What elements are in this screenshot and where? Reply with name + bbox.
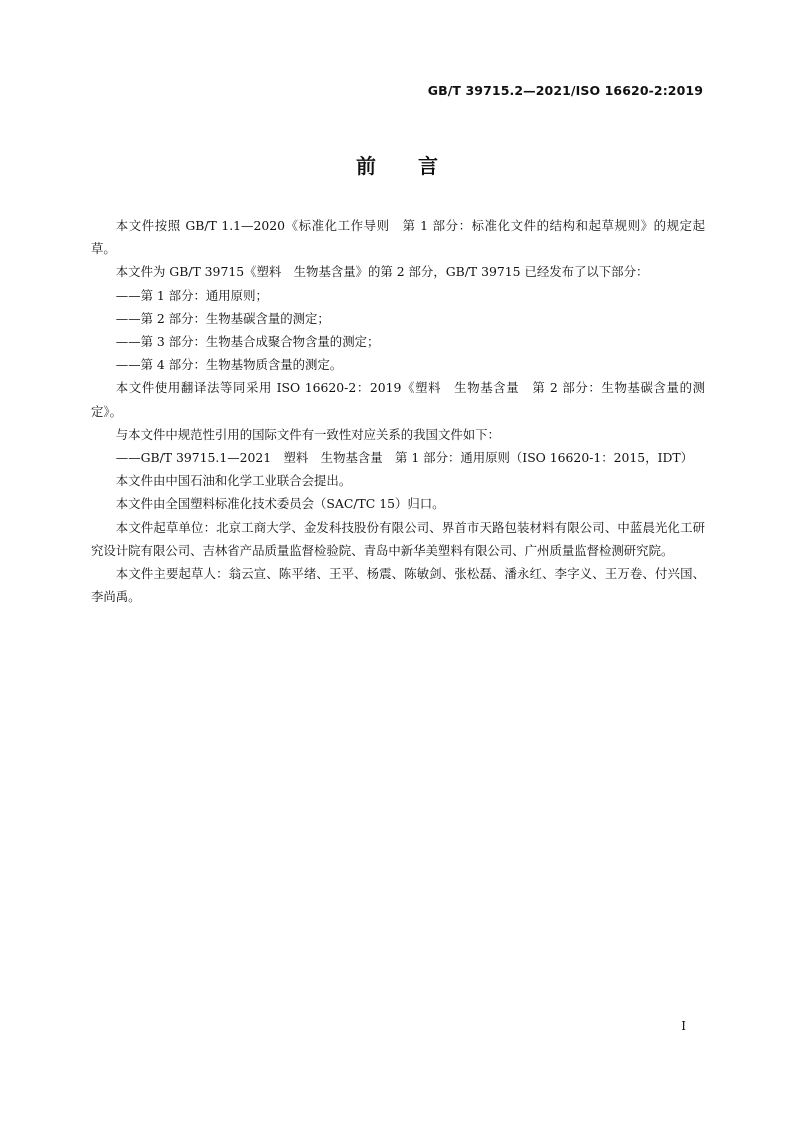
- page-number: I: [681, 1019, 686, 1033]
- paragraph-corresponding-docs: 与本文件中规范性引用的国际文件有一致性对应关系的我国文件如下：: [115, 426, 500, 442]
- standard-code-header: GB/T 39715.2—2021/ISO 16620-2:2019: [427, 83, 703, 98]
- paragraph-under-jurisdiction: 本文件由全国塑料标准化技术委员会（SAC/TC 15）归口。: [115, 496, 445, 512]
- list-item-part-3: ——第 3 部分：生物基合成聚合物含量的测定；: [115, 334, 380, 350]
- list-item-part-1: ——第 1 部分：通用原则；: [115, 287, 268, 303]
- list-item-corresponding-doc: ——GB/T 39715.1—2021 塑料 生物基含量 第 1 部分：通用原则（ISO 16620-1：2015，IDT）: [115, 450, 694, 466]
- paragraph-series-intro: 本文件为 GB/T 39715《塑料 生物基含量》的第 2 部分，GB/T 39715 已经发布了以下部分：: [115, 264, 649, 280]
- paragraph-drafting-rules: 本文件按照 GB/T 1.1—2020《标准化工作导则 第 1 部分：标准化文件的结构和起草规则》的规定起草。: [91, 218, 705, 257]
- paragraph-proposed-by: 本文件由中国石油和化学工业联合会提出。: [115, 473, 352, 489]
- list-item-part-2: ——第 2 部分：生物基碳含量的测定；: [115, 310, 330, 326]
- paragraph-drafting-organizations: 本文件起草单位：北京工商大学、金发科技股份有限公司、界首市天路包装材料有限公司、中蓝晨光化工研究设计院有限公司、吉林省产品质量监督检验院、青岛中新华美塑料有限公司、广州质量监督检测研究院。: [91, 519, 705, 558]
- page-title: 前言: [356, 154, 480, 178]
- paragraph-main-drafters: 本文件主要起草人：翁云宣、陈平绪、王平、杨震、陈敏剑、张松磊、潘永红、李字义、王万卷、付兴国、李尚禹。: [91, 566, 705, 605]
- list-item-part-4: ——第 4 部分：生物基物质含量的测定。: [115, 357, 343, 373]
- paragraph-iso-adoption: 本文件使用翻译法等同采用 ISO 16620-2：2019《塑料 生物基含量 第 2 部分：生物基碳含量的测定》。: [91, 380, 705, 419]
- foreword-body: [91, 214, 705, 608]
